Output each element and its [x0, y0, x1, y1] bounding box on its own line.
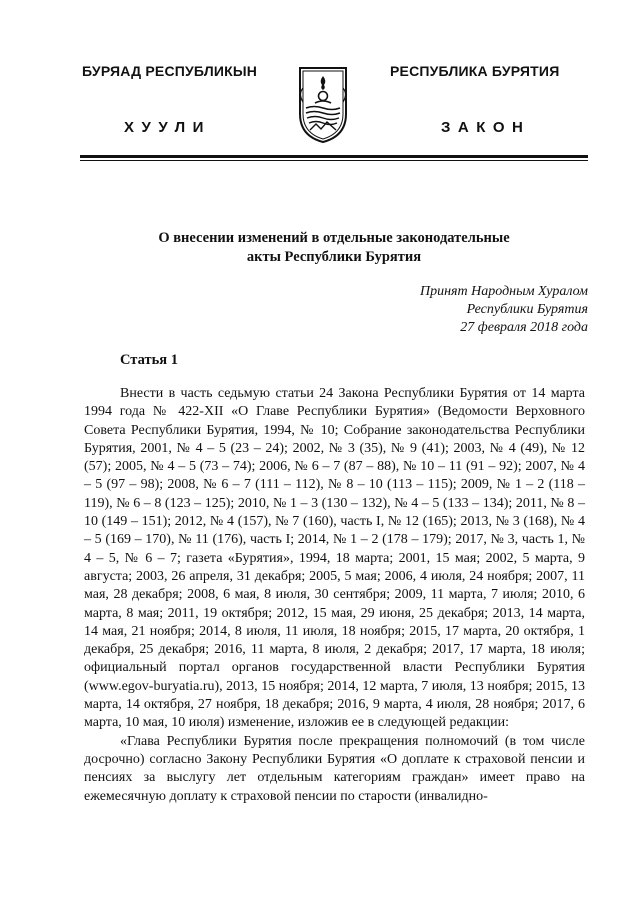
header-republic-buryatia: РЕСПУБЛИКА БУРЯТИЯ [390, 63, 560, 79]
body-paragraph: «Глава Республики Бурятия после прекращения полномочий (в том числе досрочно) согласно Закону Республики Бурятия «О доплате к страховой пенсии и пенсиях за выслугу лет отдельным категориям граждан» имеет право на ежемесячную доплату к страховой пенсии по старости (инвалидно- [84, 733, 585, 804]
header-buryat-republic: БУРЯАД РЕСПУБЛИКЫН [82, 63, 258, 79]
adoption-note-line: Республики Бурятия [466, 302, 588, 317]
adoption-note-line: Принят Народным Хуралом [419, 284, 588, 299]
law-title-line: О внесении изменений в отдельные законодательные [158, 230, 510, 246]
adoption-note [420, 283, 588, 337]
header-divider-thin [80, 160, 588, 161]
coat-of-arms-icon [294, 62, 352, 144]
law-title-line: акты Республики Бурятия [246, 249, 422, 265]
article-heading: Статья 1 [120, 352, 178, 368]
article-body [84, 385, 585, 806]
header-zakon: ЗАКОН [441, 119, 531, 136]
adoption-date: 27 февраля 2018 года [460, 320, 588, 335]
law-title [80, 229, 588, 267]
header-divider-thick [80, 155, 588, 158]
header-khuuli: ХУУЛИ [124, 119, 211, 136]
body-paragraph: Внести в часть седьмую статьи 24 Закона Республики Бурятия от 14 марта 1994 года № 422-XII «О Главе Республики Бурятия» (Ведомости Верховного Совета Республики Бурятия, 1994, № 10; Собрание законодательства Республики Бурятия, 2001, № 4 – 5 (23 – 24); 2002, № 3 (35), № 9 (41); 2003, № 4 (49), № 12 (57); 2005, № 4 – 5 (73 – 74); 2006, № 6 – 7 (87 – 88), № 10 – 11 (91 – 92); 2007, № 4 – 5 (97 – 98); 2008, № 6 – 7 (111 – 112), № 8 – 10 (113 – 115); 2009, № 1 – 2 (118 – 119), № 6 – 8 (123 – 125); 2010, № 1 – 3 (130 – 132), № 4 – 5 (133 – 134); 2011, № 8 – 10 (149 – 151); 2012, № 4 (157), № 7 (160), часть I, № 12 (165); 2013, № 3 (168), № 4 – 5 (169 – 170), № 11 (176), часть I; 2014, № 1 – 2 (178 – 179); 2017, № 3, часть 1, № 4 – 5, № 6 – 7; газета «Бурятия», 1994, 18 марта; 2001, 15 мая; 2002, 5 марта, 9 августа; 2003, 26 апреля, 31 декабря; 2005, 5 мая; 2006, 4 июля, 24 ноября; 2007, 11 мая, 28 декабря; 2008, 6 мая, 8 июля, 30 сентября; 2009, 11 марта, 7 июля; 2010, 6 марта, 8 мая; 2011, 19 октября; 2012, 15 мая, 29 июня, 25 декабря; 2013, 14 марта, 14 мая, 21 ноября; 2014, 8 июля, 11 июля, 18 ноября; 2015, 17 марта, 20 октября, 1 декабря, 25 декабря; 2016, 11 марта, 8 июля, 2 декабря; 2017, 17 марта, 18 июля; официальный портал органов государственной власти Республики Бурятия (www.egov-buryatia.ru), 2013, 15 ноября; 2014, 12 марта, 7 июля, 13 ноября; 2015, 13 марта, 14 октября, 27 ноября, 18 декабря; 2016, 9 марта, 4 июля, 28 ноября; 2017, 6 марта, 10 мая, 10 июля) изменение, изложив ее в следующей редакции: [84, 386, 585, 731]
